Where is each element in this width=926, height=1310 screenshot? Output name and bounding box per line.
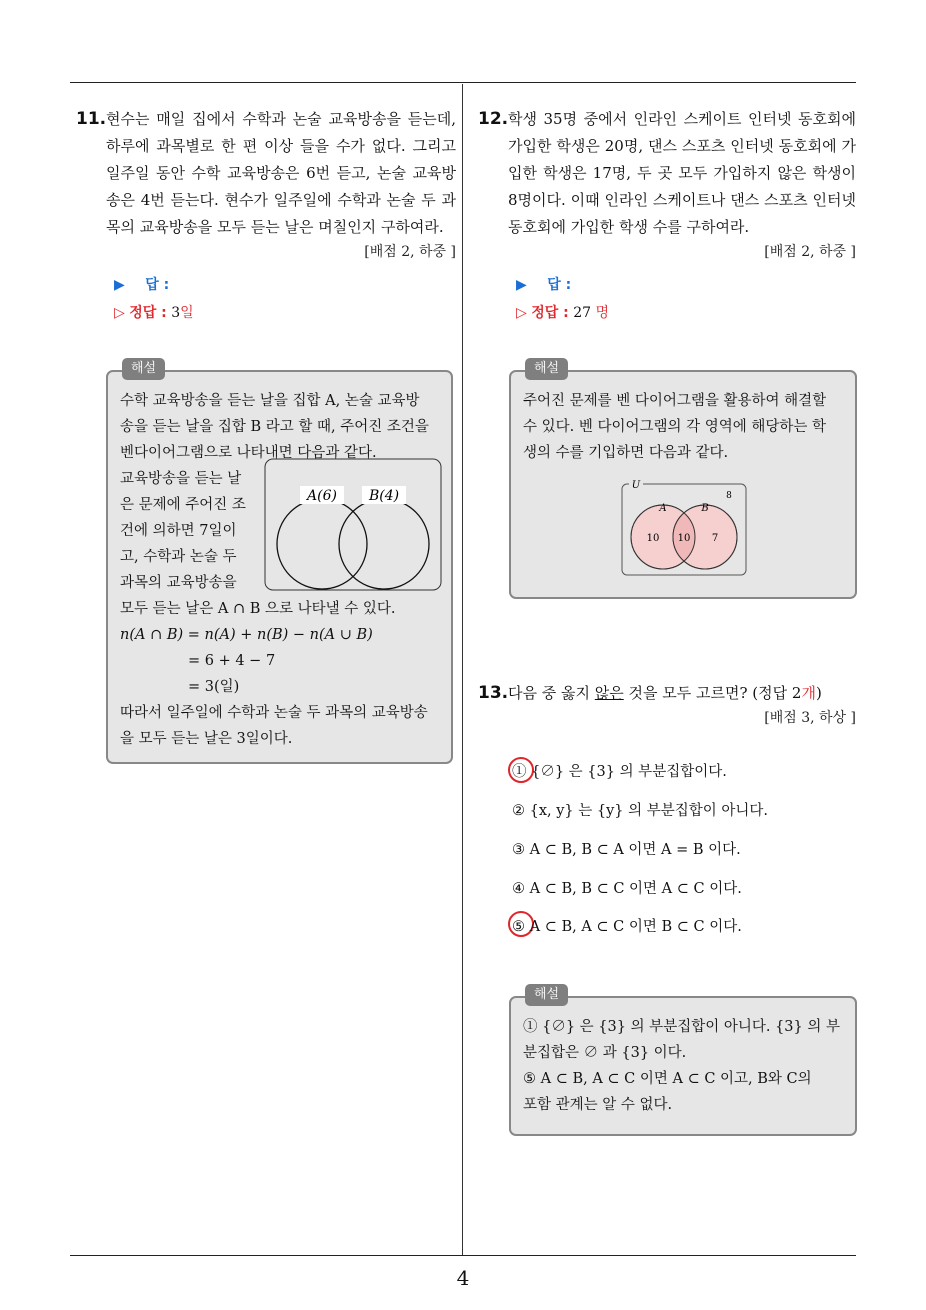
solution-line: ⑤ A ⊂ B, A ⊂ C 이면 A ⊂ C 이고, B와 C의 — [523, 1071, 812, 1087]
choice-3[interactable]: ③ A ⊂ B, B ⊂ A 이면 A = B 이다. — [512, 842, 741, 858]
correct-label: 정답 : — [531, 305, 569, 321]
solution-line: 교육방송을 듣는 날 — [120, 471, 242, 487]
venn-a-label: A — [659, 503, 667, 514]
correct-arrow-icon: ▷ — [114, 305, 125, 321]
question-number: 11. — [76, 109, 107, 129]
question-11 — [76, 106, 456, 327]
solution-line: 분집합은 ∅ 과 {3} 이다. — [523, 1045, 687, 1061]
column-divider — [462, 84, 463, 1256]
solution-box-12 — [509, 361, 857, 599]
correct-answer-line — [516, 299, 856, 327]
solution-line: 건에 의하면 7일이 — [120, 523, 237, 539]
venn-left-count: 10 — [646, 533, 660, 544]
correct-unit: 일 — [180, 305, 194, 321]
score-meta: [배점 2, 하중 ] — [764, 244, 856, 260]
venn-mid-count: 10 — [677, 533, 691, 544]
question-text-part: 것을 모두 고르면? (정답 2 — [623, 684, 802, 702]
bottom-rule — [70, 1255, 856, 1256]
choice-4[interactable]: ④ A ⊂ B, B ⊂ C 이면 A ⊂ C 이다. — [512, 881, 742, 897]
equation-line: = 6 + 4 − 7 — [188, 653, 276, 669]
question-text-part: ) — [815, 684, 822, 702]
solution-line: 벤다이어그램으로 나타내면 다음과 같다. — [120, 445, 377, 461]
venn-b-label: B — [701, 503, 709, 514]
solution-tag: 해설 — [525, 984, 568, 1006]
answer-label: 답 : — [145, 277, 170, 293]
score-meta: [배점 2, 하중 ] — [364, 244, 456, 260]
solution-tag: 해설 — [122, 358, 165, 380]
solution-tag: 해설 — [525, 358, 568, 380]
question-text-part: 다음 중 옳지 — [508, 684, 595, 702]
choice-5[interactable]: ⑤ A ⊂ B, A ⊂ C 이면 B ⊂ C 이다. — [512, 919, 742, 935]
top-rule — [70, 82, 856, 83]
solution-line: 포함 관계는 알 수 없다. — [523, 1097, 673, 1113]
solution-body — [523, 1014, 843, 1118]
correct-arrow-icon: ▷ — [516, 305, 527, 321]
venn-u-label: U — [631, 480, 641, 491]
question-text-underlined: 않은 — [594, 684, 624, 702]
venn-a-label: A(6) — [307, 488, 337, 504]
solution-line: 을 모두 듣는 날은 3일이다. — [120, 731, 293, 747]
venn-b-label: B(4) — [368, 488, 400, 504]
venn-diagram-12 — [621, 476, 747, 576]
correct-value: 3 — [171, 305, 181, 321]
solution-box-11 — [106, 361, 453, 764]
question-text: 학생 35명 중에서 인라인 스케이트 인터넷 동호회에 가입한 학생은 20명, 댄스 스포츠 인터넷 동호회에 가입한 학생은 17명, 두 곳 모두 가입하지 않은 학생이 8명이다. 이때 인라인 스케이트나 댄스 스포츠 인터넷 동호회에 가입한 학생 수를 구하여라. — [508, 110, 856, 236]
correct-label: 정답 : — [129, 305, 167, 321]
question-number: 13. — [478, 683, 509, 703]
solution-body — [523, 388, 843, 466]
solution-box-13 — [509, 987, 857, 1136]
solution-line: 수 있다. 벤 다이어그램의 각 영역에 해당하는 학 — [523, 419, 827, 435]
universal-set-rect — [265, 459, 441, 590]
venn-diagram-11 — [264, 458, 442, 592]
solution-line: 고, 수학과 논술 두 — [120, 549, 237, 565]
question-text — [508, 680, 856, 707]
solution-line: 생의 수를 기입하면 다음과 같다. — [523, 445, 729, 461]
correct-value: 27 — [573, 305, 592, 321]
set-b-circle — [339, 499, 429, 589]
answer-label: 답 : — [547, 277, 572, 293]
solution-line: 따라서 일주일에 수학과 논술 두 과목의 교육방송 — [120, 705, 428, 721]
answer-line — [114, 271, 456, 299]
set-a-circle — [277, 499, 367, 589]
solution-line: 주어진 문제를 벤 다이어그램을 활용하여 해결할 — [523, 393, 827, 409]
choice-2[interactable]: ② {x, y} 는 {y} 의 부분집합이 아니다. — [512, 803, 769, 819]
question-text: 현수는 매일 집에서 수학과 논술 교육방송을 듣는데, 하루에 과목별로 한 편 이상 들을 수가 없다. 그리고 일주일 동안 수학 교육방송은 6번 듣고, 논술 교육방송은 4번 듣는다. 현수가 일주일에 수학과 논술 두 과목의 교육방송을 모두 듣는 날은 며칠인지 구하여라. — [106, 110, 456, 236]
correct-answer-line — [114, 299, 456, 327]
answer-line — [516, 271, 856, 299]
equation-line: n(A ∩ B) = n(A) + n(B) − n(A ∪ B) — [120, 627, 373, 643]
question-number: 12. — [478, 109, 509, 129]
solution-line: 모두 듣는 날은 A ∩ B 으로 나타낼 수 있다. — [120, 601, 396, 617]
question-12 — [478, 106, 856, 327]
solution-line: ① {∅} 은 {3} 의 부분집합이 아니다. {3} 의 부 — [523, 1019, 840, 1035]
solution-line: 송을 듣는 날을 집합 B 라고 할 때, 주어진 조건을 — [120, 419, 429, 435]
venn-outside-count: 8 — [726, 491, 732, 501]
answer-arrow-icon: ▶ — [516, 277, 527, 293]
solution-line: 수학 교육방송을 듣는 날을 집합 A, 논술 교육방 — [120, 393, 420, 409]
question-answer-unit: 개 — [801, 684, 816, 702]
answer-arrow-icon: ▶ — [114, 277, 125, 293]
venn-right-count: 7 — [711, 533, 719, 544]
solution-line: 과목의 교육방송을 — [120, 575, 237, 591]
solution-line: 은 문제에 주어진 조 — [120, 497, 246, 513]
score-meta: [배점 3, 하상 ] — [764, 710, 856, 726]
choice-1[interactable]: ① {∅} 은 {3} 의 부분집합이다. — [512, 764, 727, 780]
correct-unit: 명 — [595, 305, 610, 321]
equation-line: = 3(일) — [188, 679, 240, 695]
question-13 — [478, 680, 856, 729]
page-number: 4 — [456, 1266, 470, 1290]
